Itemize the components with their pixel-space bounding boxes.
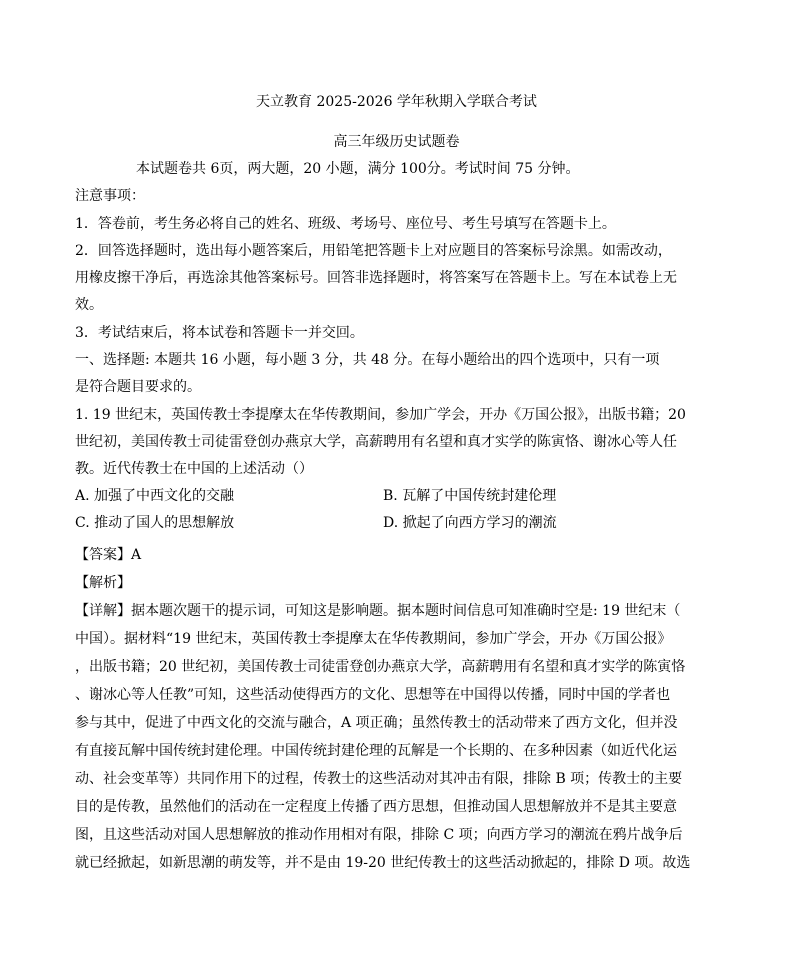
note-item-3: 3．考试结束后，将本试卷和答题卡一并交回。	[75, 325, 364, 341]
explanation-line-8: 目的是传教，虽然他们的活动在一定程度上传播了西方思想，但推动国人思想解放并不是其主要意	[75, 799, 677, 815]
note-item-2-line-1: 2．回答选择题时，选出每小题答案后，用铅笔把答题卡上对应题目的答案标号涂黑。如需改动，	[75, 243, 672, 259]
notes-heading: 注意事项：	[75, 188, 145, 204]
option-d: D. 掀起了向西方学习的潮流	[383, 515, 557, 531]
explanation-line-6: 有直接瓦解中国传统封建伦理。中国传统封建伦理的瓦解是一个长期的、在多种因素（如近代化运	[75, 743, 677, 759]
option-b: B. 瓦解了中国传统封建伦理	[383, 488, 557, 504]
analysis-label: 【解析】	[75, 575, 131, 591]
note-item-2-line-3: 效。	[75, 297, 103, 313]
explanation-line-10: 就已经掀起，如新思潮的萌发等，并不是由 19-20 世纪传教士的这些活动掀起的，排除 D 项。故选	[75, 855, 691, 871]
question-1-line-3: 教。近代传教士在中国的上述活动（）	[75, 461, 313, 477]
explanation-line-9: 图，且这些活动对国人思想解放的推动作用相对有限，排除 C 项；向西方学习的潮流在鸦片战争后	[75, 827, 683, 843]
section-heading-line-1: 一、选择题: 本题共 16 小题，每小题 3 分，共 48 分。在每小题给出的四个选项中，只有一项	[75, 352, 660, 368]
exam-subtitle: 高三年级历史试题卷	[333, 134, 460, 150]
answer-label: 【答案】A	[75, 547, 142, 563]
explanation-line-2: 中国）。据材料“19 世纪末，英国传教士李提摩太在华传教期间，参加广学会，开办《万国公报》	[75, 631, 672, 647]
explanation-line-1: 【详解】据本题次题干的提示词，可知这是影响题。据本题时间信息可知准确时空是: 19 世纪末（	[75, 603, 681, 619]
exam-info: 本试题卷共 6页，两大题，20 小题，满分 100分。考试时间 75 分钟。	[136, 161, 580, 177]
question-1-line-2: 世纪初，美国传教士司徒雷登创办燕京大学，高薪聘用有名望和真才实学的陈寅恪、谢冰心等人任	[75, 434, 677, 450]
note-item-1: 1．答卷前，考生务必将自己的姓名、班级、考场号、座位号、考生号填写在答题卡上。	[75, 216, 616, 232]
option-c: C. 推动了国人的思想解放	[75, 515, 235, 531]
explanation-line-3: ，出版书籍；20 世纪初，美国传教士司徒雷登创办燕京大学，高薪聘用有名望和真才实学的陈寅恪	[75, 659, 686, 675]
explanation-line-7: 动、社会变革等）共同作用下的过程，传教士的这些活动对其冲击有限，排除 B 项；传教士的主要	[75, 771, 683, 787]
option-a: A. 加强了中西文化的交融	[75, 488, 235, 504]
note-item-2-line-2: 用橡皮擦干净后，再选涂其他答案标号。回答非选择题时，将答案写在答题卡上。写在本试卷上无	[75, 270, 677, 286]
section-heading-line-2: 是符合题目要求的。	[75, 379, 201, 395]
question-1-line-1: 1. 19 世纪末，英国传教士李提摩太在华传教期间，参加广学会，开办《万国公报》，出版书籍；20	[75, 407, 686, 423]
explanation-line-4: 、谢冰心等人任教”可知，这些活动使得西方的文化、思想等在中国得以传播，同时中国的学者也	[75, 687, 671, 703]
exam-title: 天立教育 2025-2026 学年秋期入学联合考试	[256, 94, 537, 110]
explanation-line-5: 参与其中，促进了中西文化的交流与融合，A 项正确；虽然传教士的活动带来了西方文化，但并没	[75, 715, 678, 731]
